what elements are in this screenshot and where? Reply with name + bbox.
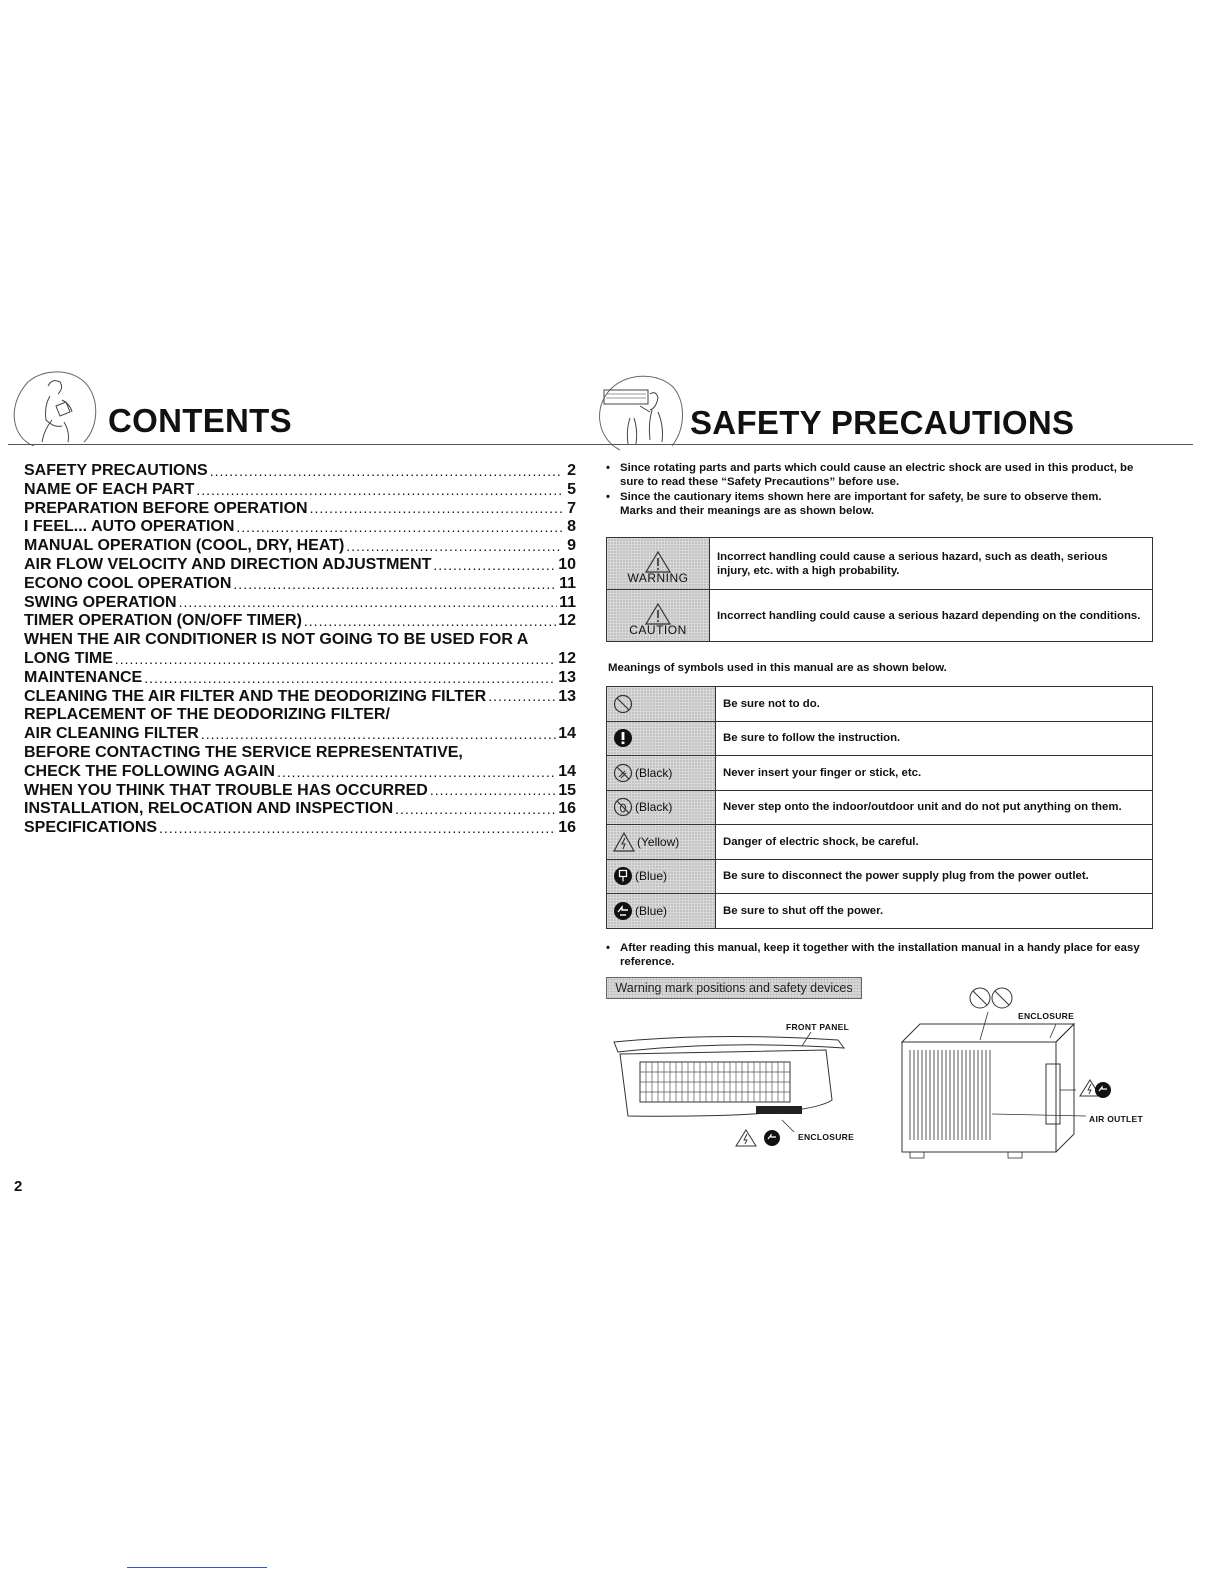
safety-title: SAFETY PRECAUTIONS bbox=[690, 404, 1075, 441]
caution-row bbox=[607, 590, 1153, 642]
warning-label-cell bbox=[607, 538, 710, 590]
toc-row[interactable]: WHEN THE AIR CONDITIONER IS NOT GOING TO BE USED FOR A bbox=[24, 631, 529, 649]
toc-row[interactable]: INSTALLATION, RELOCATION AND INSPECTION ..... 16 bbox=[24, 800, 576, 819]
toc-row[interactable]: BEFORE CONTACTING THE SERVICE REPRESENTATIVE, bbox=[24, 743, 463, 761]
table-of-contents bbox=[24, 462, 576, 838]
blue-underline-mark bbox=[127, 1567, 267, 1568]
toc-row[interactable]: TIMER OPERATION (ON/OFF TIMER) ..... 12 bbox=[24, 612, 576, 631]
caution-triangle-icon bbox=[645, 603, 671, 625]
toc-row[interactable]: ECONO COOL OPERATION ..... 11 bbox=[24, 575, 576, 594]
toc-row[interactable]: CHECK THE FOLLOWING AGAIN ..... 14 bbox=[24, 763, 576, 782]
warning-triangle-icon bbox=[645, 551, 671, 573]
air-conditioner-person-illustration bbox=[592, 372, 688, 454]
electric-shock-icon bbox=[613, 832, 635, 852]
after-reading-note: • After reading this manual, keep it together with the installation manual in a handy place for easy reference. bbox=[606, 942, 1140, 968]
toc-row[interactable]: SWING OPERATION ..... 11 bbox=[24, 594, 576, 613]
symbol-row: (Yellow) Danger of electric shock, be careful. bbox=[607, 825, 1153, 860]
contents-title: CONTENTS bbox=[108, 402, 292, 439]
symbols-table bbox=[606, 686, 1153, 929]
symbol-row: Be sure to follow the instruction. bbox=[607, 721, 1153, 756]
prohibition-icon bbox=[613, 694, 633, 714]
toc-row[interactable]: NAME OF EACH PART ..... 5 bbox=[24, 481, 576, 500]
symbol-row: (Blue) Be sure to shut off the power. bbox=[607, 894, 1153, 929]
toc-row[interactable]: SPECIFICATIONS ..... 16 bbox=[24, 819, 576, 838]
warning-description: Incorrect handling could cause a serious hazard, such as death, serious injury, etc. with a high probability. bbox=[710, 538, 1153, 590]
outdoor-power-off-icon bbox=[1094, 1081, 1112, 1099]
marks-meanings-note: Marks and their meanings are as shown below. bbox=[620, 505, 875, 517]
symbols-intro: Meanings of symbols used in this manual are as shown below. bbox=[608, 662, 947, 674]
no-finger-icon bbox=[613, 763, 633, 783]
toc-row[interactable]: PREPARATION BEFORE OPERATION ..... 7 bbox=[24, 500, 576, 519]
toc-row[interactable]: MAINTENANCE ..... 13 bbox=[24, 669, 576, 688]
symbol-row: (Black) Never insert your finger or stick, etc. bbox=[607, 756, 1153, 791]
safety-bullet-rotating-parts: • Since rotating parts and parts which could cause an electric shock are used in this product, be sure to read these “Safety Precautions” before use. bbox=[606, 462, 1134, 488]
toc-row[interactable]: MANUAL OPERATION (COOL, DRY, HEAT) ..... 9 bbox=[24, 537, 576, 556]
warning-caution-table bbox=[606, 537, 1153, 642]
warning-marks-heading: Warning mark positions and safety devices bbox=[606, 977, 862, 999]
warning-label: WARNING bbox=[627, 570, 689, 585]
warning-row bbox=[607, 538, 1153, 590]
symbol-row: (Black) Never step onto the indoor/outdoor unit and do not put anything on them. bbox=[607, 790, 1153, 825]
header-rule bbox=[8, 444, 1193, 445]
front-panel-label: FRONT PANEL bbox=[786, 1022, 850, 1032]
toc-row[interactable]: SAFETY PRECAUTIONS ..... 2 bbox=[24, 462, 576, 481]
page-number: 2 bbox=[14, 1178, 23, 1195]
air-outlet-label: AIR OUTLET bbox=[1089, 1114, 1143, 1124]
power-off-icon bbox=[613, 901, 633, 921]
toc-row[interactable]: WHEN YOU THINK THAT TROUBLE HAS OCCURRED ..... 15 bbox=[24, 782, 576, 801]
toc-row[interactable]: CLEANING THE AIR FILTER AND THE DEODORIZING FILTER ..... 13 bbox=[24, 688, 576, 707]
toc-row[interactable]: REPLACEMENT OF THE DEODORIZING FILTER/ bbox=[24, 706, 390, 724]
symbol-row: (Blue) Be sure to disconnect the power supply plug from the power outlet. bbox=[607, 859, 1153, 894]
toc-row[interactable]: I FEEL... AUTO OPERATION ..... 8 bbox=[24, 518, 576, 537]
caution-label: CAUTION bbox=[629, 622, 687, 637]
caution-description: Incorrect handling could cause a serious hazard depending on the conditions. bbox=[710, 590, 1153, 642]
safety-bullet-cautionary-items: • Since the cautionary items shown here are important for safety, be sure to observe them. bbox=[606, 491, 1102, 503]
symbol-row: Be sure not to do. bbox=[607, 687, 1153, 722]
reading-person-illustration bbox=[4, 366, 104, 452]
toc-row[interactable]: AIR FLOW VELOCITY AND DIRECTION ADJUSTMENT ..... 10 bbox=[24, 556, 576, 575]
indoor-enclosure-label: ENCLOSURE bbox=[798, 1132, 855, 1142]
toc-row[interactable]: AIR CLEANING FILTER ..... 14 bbox=[24, 725, 576, 744]
toc-row[interactable]: LONG TIME ..... 12 bbox=[24, 650, 576, 669]
unplug-icon bbox=[613, 866, 633, 886]
mandatory-icon bbox=[613, 728, 633, 748]
no-step-icon bbox=[613, 797, 633, 817]
outdoor-unit-diagram bbox=[896, 984, 1106, 1174]
caution-label-cell bbox=[607, 590, 710, 642]
outdoor-enclosure-label: ENCLOSURE bbox=[1018, 1011, 1075, 1021]
